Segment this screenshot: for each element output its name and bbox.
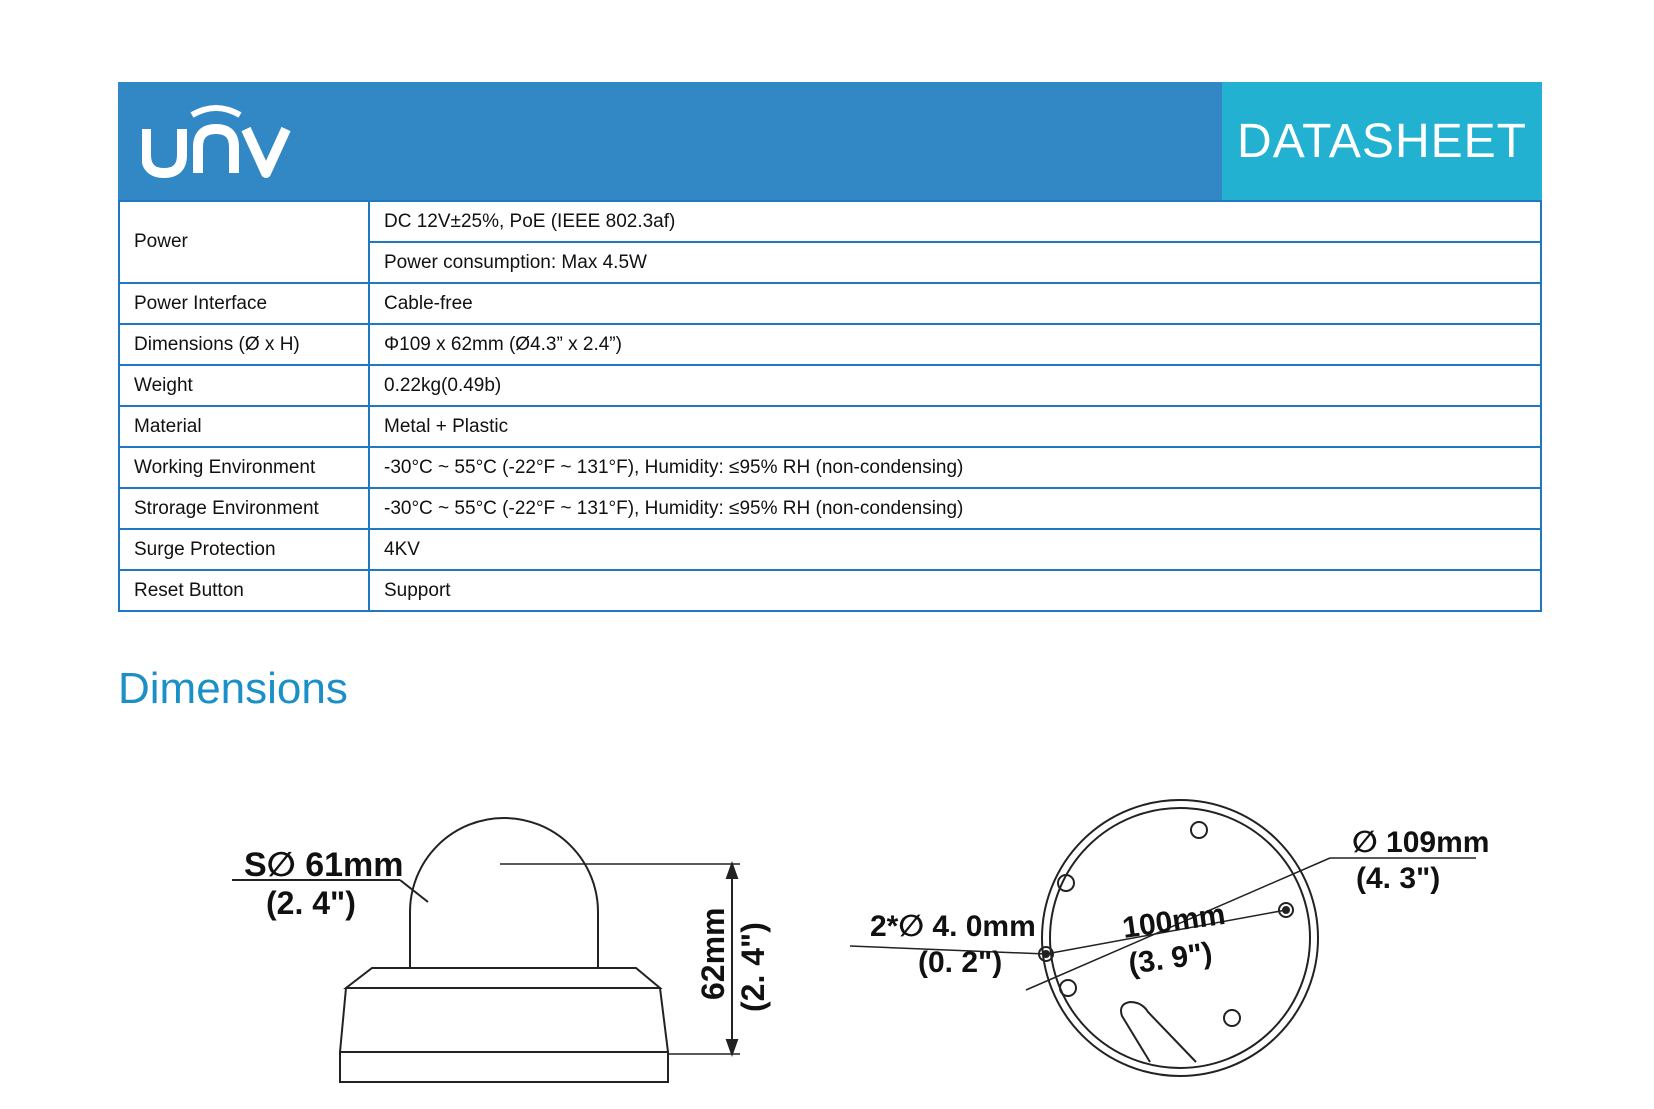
arrow-up-icon <box>727 864 737 878</box>
screw-hole <box>1191 822 1207 838</box>
diameter-label: ∅ 109mm <box>1352 826 1490 859</box>
spec-value: -30°C ~ 55°C (-22°F ~ 131°F), Humidity: ≤95% RH (non-condensing) <box>369 488 1541 529</box>
pitch-inch: (3. 9") <box>1126 936 1215 981</box>
cable-slot <box>1121 1002 1196 1062</box>
spec-value: Cable-free <box>369 283 1541 324</box>
pitch-label: 100mm <box>1120 897 1228 945</box>
unv-logo <box>142 103 292 179</box>
spec-label: Surge Protection <box>119 529 369 570</box>
spec-label: Working Environment <box>119 447 369 488</box>
height-label: 62mm <box>695 907 731 1000</box>
table-row <box>119 529 1541 570</box>
spec-label: Dimensions (Ø x H) <box>119 324 369 365</box>
spec-value: Power consumption: Max 4.5W <box>369 242 1541 283</box>
spec-label: Material <box>119 406 369 447</box>
spec-value: -30°C ~ 55°C (-22°F ~ 131°F), Humidity: ≤95% RH (non-condensing) <box>369 447 1541 488</box>
spec-table <box>118 200 1542 612</box>
table-row <box>119 283 1541 324</box>
table-row <box>119 447 1541 488</box>
spec-label: Strorage Environment <box>119 488 369 529</box>
arrow-down-icon <box>727 1040 737 1054</box>
camera-base <box>340 988 668 1082</box>
screw-hole <box>1060 980 1076 996</box>
table-row <box>119 488 1541 529</box>
spec-label: Weight <box>119 365 369 406</box>
table-row <box>119 201 1541 242</box>
spec-value: Support <box>369 570 1541 611</box>
base-inner-circle <box>1050 808 1310 1068</box>
table-row <box>119 324 1541 365</box>
table-row <box>119 365 1541 406</box>
spec-value: 0.22kg(0.49b) <box>369 365 1541 406</box>
spec-value: Φ109 x 62mm (Ø4.3” x 2.4”) <box>369 324 1541 365</box>
base-outer-circle <box>1042 800 1318 1076</box>
height-inch: (2. 4") <box>735 922 771 1012</box>
datasheet-header <box>118 82 1542 200</box>
spec-value: Metal + Plastic <box>369 406 1541 447</box>
sphere-inch: (2. 4") <box>266 885 356 921</box>
screw-hole <box>1224 1010 1240 1026</box>
spec-value: 4KV <box>369 529 1541 570</box>
logo-area <box>118 82 1222 200</box>
spec-label: Power <box>119 201 369 283</box>
dimension-drawings <box>0 740 1654 1109</box>
diameter-inch: (4. 3") <box>1356 862 1441 895</box>
dome-outline <box>410 818 598 968</box>
hole-label: 2*∅ 4. 0mm <box>870 910 1036 943</box>
table-row <box>119 570 1541 611</box>
dimensions-heading: Dimensions <box>118 664 348 713</box>
spec-label: Reset Button <box>119 570 369 611</box>
datasheet-badge: DATASHEET <box>1222 82 1542 200</box>
table-row <box>119 406 1541 447</box>
hole-inch: (0. 2") <box>918 946 1003 979</box>
spec-value: DC 12V±25%, PoE (IEEE 802.3af) <box>369 201 1541 242</box>
spec-label: Power Interface <box>119 283 369 324</box>
sphere-label: S∅ 61mm <box>244 846 404 884</box>
dome-rim <box>346 968 660 988</box>
